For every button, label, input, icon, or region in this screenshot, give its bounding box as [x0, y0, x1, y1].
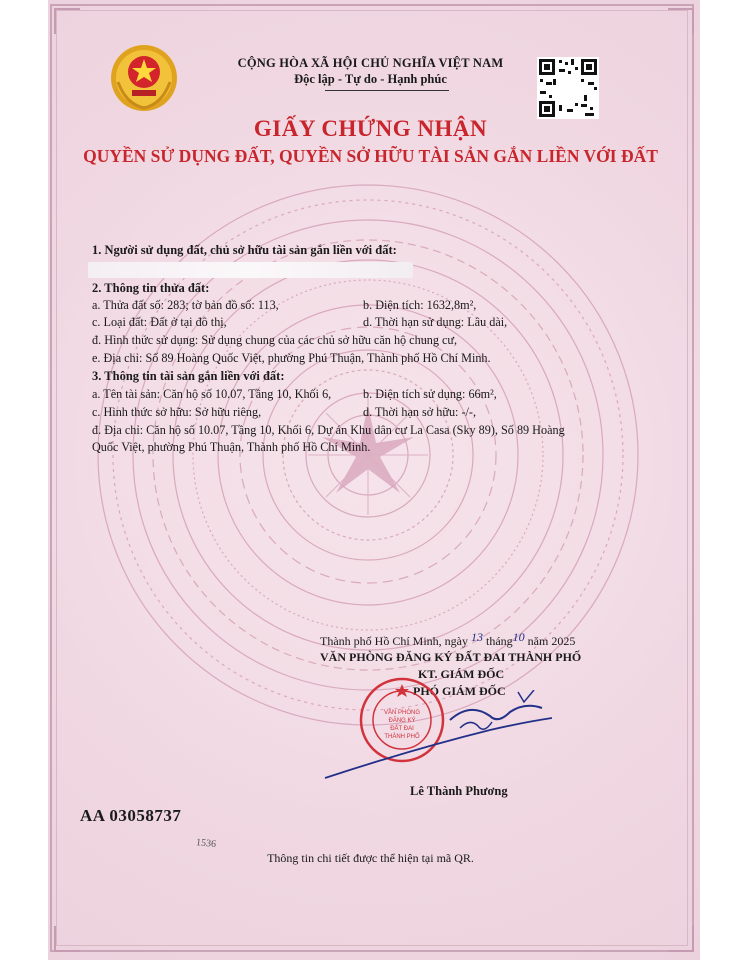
certificate-title: GIẤY CHỨNG NHẬN: [253, 116, 488, 141]
asset-address-line1: đ. Địa chỉ: Căn hộ số 10.07, Tầng 10, Khối 6, Dự án Khu dân cư La Casa (Sky 89), Số 89 Hoàng: [92, 423, 565, 437]
corner-ornament: [54, 8, 80, 34]
parcel-number: a. Thửa đất số: 283; tờ bản đồ số: 113,: [92, 298, 279, 312]
qr-code-icon[interactable]: [537, 57, 599, 119]
asset-name: a. Tên tài sản: Căn hộ số 10.07, Tầng 10, Khối 6,: [92, 387, 332, 401]
land-use-term: d. Thời hạn sử dụng: Lâu dài,: [363, 315, 508, 329]
asset-address-line2: Quốc Việt, phường Phú Thuận, Thành phố Hồ Chí Minh.: [92, 440, 371, 454]
qr-footnote: Thông tin chi tiết được thể hiện tại mã QR.: [267, 851, 474, 865]
serial-number: AA 03058737: [80, 806, 182, 825]
corner-ornament: [54, 926, 80, 952]
place-prefix: Thành phố Hồ Chí Minh, ngày: [320, 634, 468, 648]
corner-ornament: [668, 926, 694, 952]
certificate-subtitle: QUYỀN SỬ DỤNG ĐẤT, QUYỀN SỞ HỮU TÀI SẢN GẮN LIỀN VỚI ĐẤT: [83, 146, 658, 166]
svg-text:ĐẤT ĐAI: ĐẤT ĐAI: [390, 726, 414, 732]
national-motto: Độc lập - Tự do - Hạnh phúc: [294, 72, 447, 86]
svg-text:THÀNH PHỐ: THÀNH PHỐ: [384, 734, 420, 740]
year-label: năm 2025: [527, 634, 576, 648]
asset-area: b. Diện tích sử dụng: 66m²,: [363, 387, 497, 401]
day-value: 13: [471, 630, 483, 644]
signing-place-date: [320, 630, 576, 649]
signatory-role: PHÓ GIÁM ĐỐC: [413, 684, 506, 698]
ownership-form: c. Hình thức sở hữu: Sở hữu riêng,: [92, 405, 262, 419]
signatory-on-behalf: KT. GIÁM ĐỐC: [418, 667, 505, 681]
month-label: tháng: [486, 634, 513, 648]
month-value: 10: [512, 630, 525, 644]
motto-underline: [325, 90, 449, 91]
issuing-office: VĂN PHÒNG ĐĂNG KÝ ĐẤT ĐAI THÀNH PHỐ: [320, 650, 582, 664]
section-3-heading: 3. Thông tin tài sản gắn liền với đất:: [92, 369, 285, 383]
svg-text:VĂN PHÒNG: VĂN PHÒNG: [383, 710, 421, 716]
redacted-owner-name: [88, 262, 413, 278]
land-type: c. Loại đất: Đất ở tại đô thị,: [92, 315, 227, 329]
land-use-form: đ. Hình thức sử dụng: Sử dụng chung của các chủ sở hữu căn hộ chung cư,: [92, 333, 458, 347]
section-1-heading: 1. Người sử dụng đất, chủ sở hữu tài sản gắn liền với đất:: [92, 243, 397, 257]
nation-name: CỘNG HÒA XÃ HỘI CHỦ NGHĨA VIỆT NAM: [237, 56, 504, 70]
handwritten-number: 1536: [195, 836, 217, 851]
ownership-term: d. Thời hạn sở hữu: -/-,: [363, 405, 477, 419]
parcel-area: b. Diện tích: 1632,8m²,: [363, 298, 477, 312]
corner-ornament: [668, 8, 694, 34]
section-2-heading: 2. Thông tin thửa đất:: [92, 281, 210, 295]
svg-text:ĐĂNG KÝ: ĐĂNG KÝ: [388, 718, 416, 724]
signer-name: Lê Thành Phương: [410, 784, 508, 798]
handwritten-signature: [320, 690, 560, 785]
parcel-address: e. Địa chỉ: Số 89 Hoàng Quốc Việt, phường Phú Thuận, Thành phố Hồ Chí Minh.: [92, 351, 491, 365]
